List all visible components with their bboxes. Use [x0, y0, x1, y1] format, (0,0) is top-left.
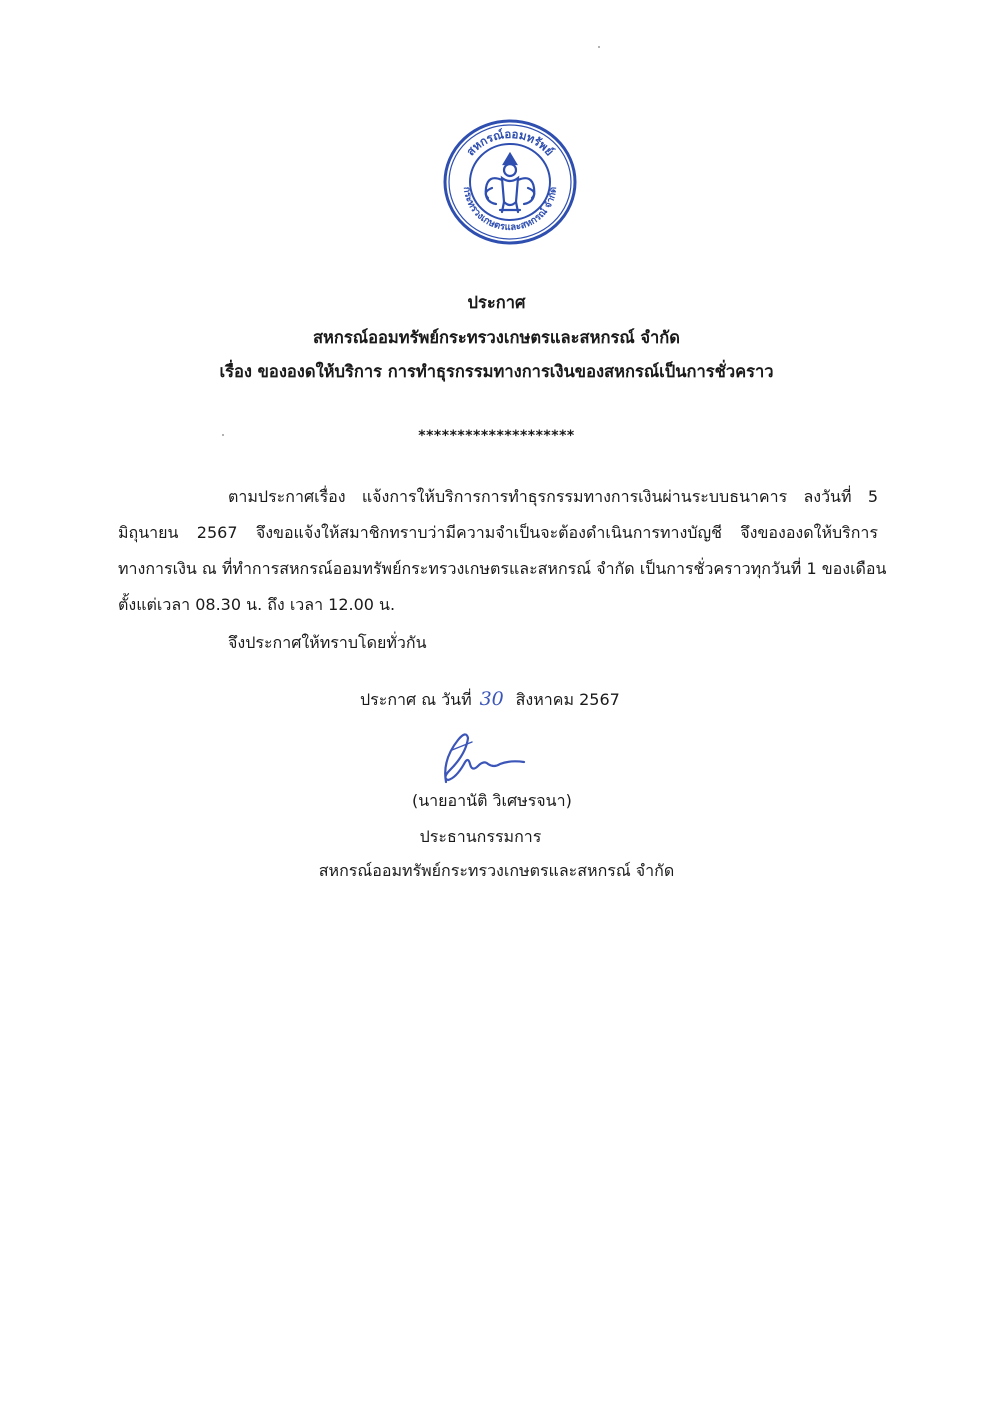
svg-text:สหกรณ์ออมทรัพย์: สหกรณ์ออมทรัพย์ — [463, 126, 557, 159]
asterisk-separator: ******************** — [418, 428, 575, 444]
date-month-year: สิงหาคม 2567 — [515, 690, 620, 709]
subject-heading: เรื่อง ขององดให้บริการ การทำธุรกรรมทางการเงินของสหกรณ์เป็นการชั่วคราว — [219, 362, 774, 381]
signatory-organization: สหกรณ์ออมทรัพย์กระทรวงเกษตรและสหกรณ์ จำกัด — [318, 861, 675, 880]
paragraph-line-4: ตั้งแต่เวลา 08.30 น. ถึง เวลา 12.00 น. — [118, 595, 396, 614]
date-prefix: ประกาศ ณ วันที่ — [360, 690, 472, 709]
scan-speck — [222, 434, 224, 436]
announcement-heading: ประกาศ — [467, 293, 526, 312]
svg-text:กระทรวงเกษตรและสหกรณ์ จำกัด: กระทรวงเกษตรและสหกรณ์ จำกัด — [460, 186, 560, 234]
cooperative-seal-logo — [442, 118, 578, 246]
announcement-date — [360, 688, 620, 711]
signatory-position: ประธานกรรมการ — [419, 827, 542, 846]
organization-heading: สหกรณ์ออมทรัพย์กระทรวงเกษตรและสหกรณ์ จำกัด — [312, 328, 681, 347]
scan-speck — [598, 46, 600, 48]
paragraph-line-2: มิถุนายน 2567 จึงขอแจ้งให้สมาชิกทราบว่ามีความจำเป็นจะต้องดำเนินการทางบัญชี จึงขององดให้บริการ — [118, 523, 878, 542]
handwritten-day: 30 — [479, 688, 504, 710]
paragraph-line-1: ตามประกาศเรื่อง แจ้งการให้บริการการทำธุรกรรมทางการเงินผ่านระบบธนาคาร ลงวันที่ 5 — [228, 487, 878, 506]
closing-line: จึงประกาศให้ทราบโดยทั่วกัน — [228, 633, 427, 652]
handwritten-signature — [428, 720, 538, 790]
signatory-name: (นายอานัติ วิเศษรจนา) — [412, 791, 572, 810]
paragraph-line-3: ทางการเงิน ณ ที่ทำการสหกรณ์ออมทรัพย์กระทรวงเกษตรและสหกรณ์ จำกัด เป็นการชั่วคราวทุกวันที่ 1 ของเดือน — [118, 559, 887, 578]
